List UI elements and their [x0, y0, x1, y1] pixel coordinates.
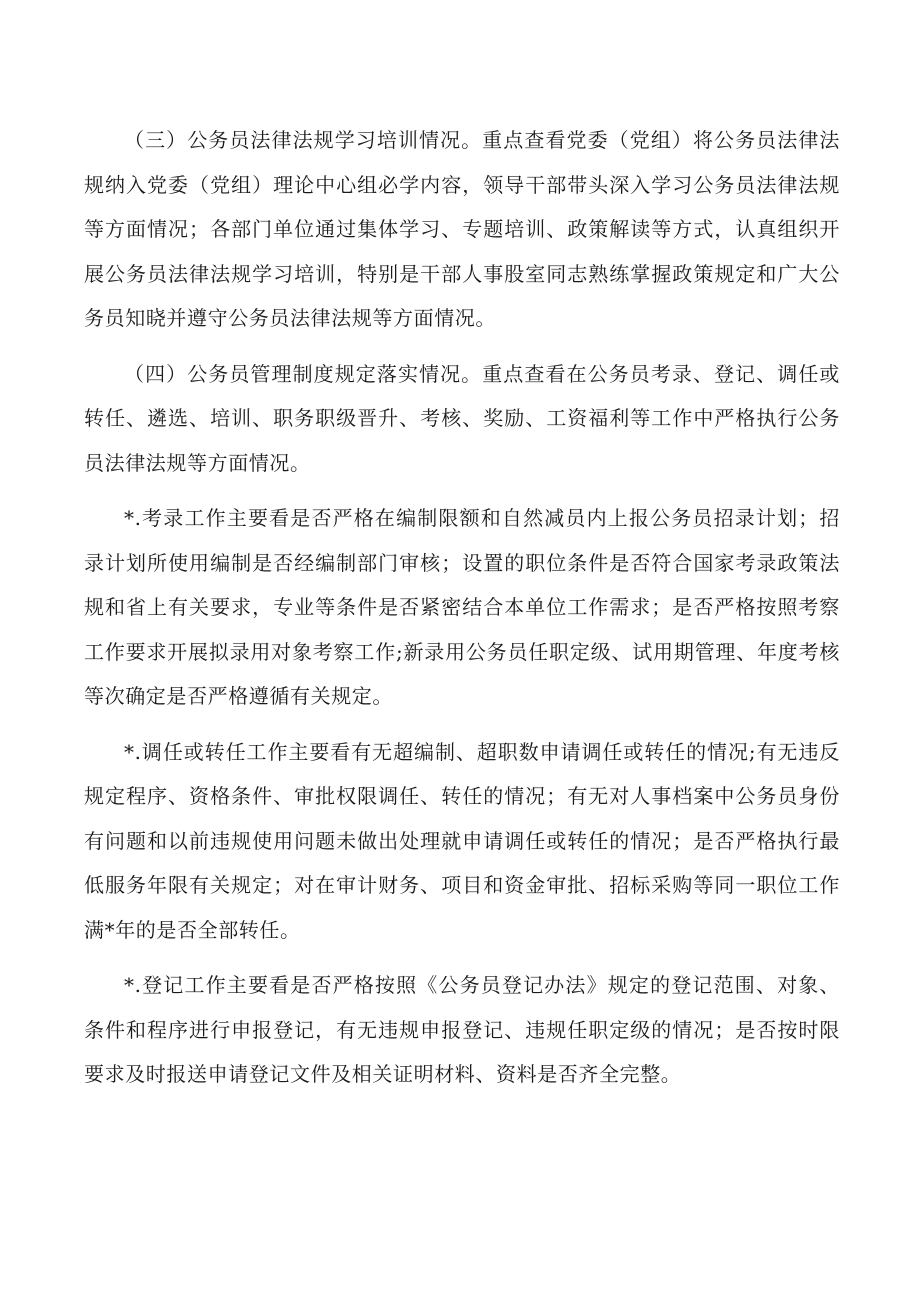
- paragraph-transfer-work: *.调任或转任工作主要看有无超编制、超职数申请调任或转任的情况;有无违反规定程序、资格条件、审批权限调任、转任的情况；有无对人事档案中公务员身份有问题和以前违规使用问题未做出处理就申请调任或转任的情况；是否严格执行最低服务年限有关规定；对在审计财务、项目和资金审批、招标采购等同一职位工作满*年的是否全部转任。: [84, 739, 840, 942]
- paragraph-registration-work: *.登记工作主要看是否严格按照《公务员登记办法》规定的登记范围、对象、条件和程序进行申报登记，有无违规申报登记、违规任职定级的情况；是否按时限要求及时报送申请登记文件及相关证明材料、资料是否齐全完整。: [84, 973, 840, 1086]
- document-body: [84, 118, 840, 1108]
- paragraph-management-implementation: （四）公务员管理制度规定落实情况。重点查看在公务员考录、登记、调任或转任、遴选、培训、职务职级晋升、考核、奖励、工资福利等工作中严格执行公务员法律法规等方面情况。: [84, 361, 840, 475]
- paragraph-recruitment-work: *.考录工作主要看是否严格在编制限额和自然减员内上报公务员招录计划；招录计划所使用编制是否经编制部门审核；设置的职位条件是否符合国家考录政策法规和省上有关要求，专业等条件是否紧密结合本单位工作需求；是否严格按照考察工作要求开展拟录用对象考察工作;新录用公务员任职定级、试用期管理、年度考核等次确定是否严格遵循有关规定。: [84, 506, 840, 708]
- paragraph-civil-servant-law-training: （三）公务员法律法规学习培训情况。重点查看党委（党组）将公务员法律法规纳入党委（党组）理论中心组必学内容，领导干部带头深入学习公务员法律法规等方面情况；各部门单位通过集体学习、专题培训、政策解读等方式，认真组织开展公务员法律法规学习培训，特别是干部人事股室同志熟练掌握政策规定和广大公务员知晓并遵守公务员法律法规等方面情况。: [84, 128, 840, 330]
